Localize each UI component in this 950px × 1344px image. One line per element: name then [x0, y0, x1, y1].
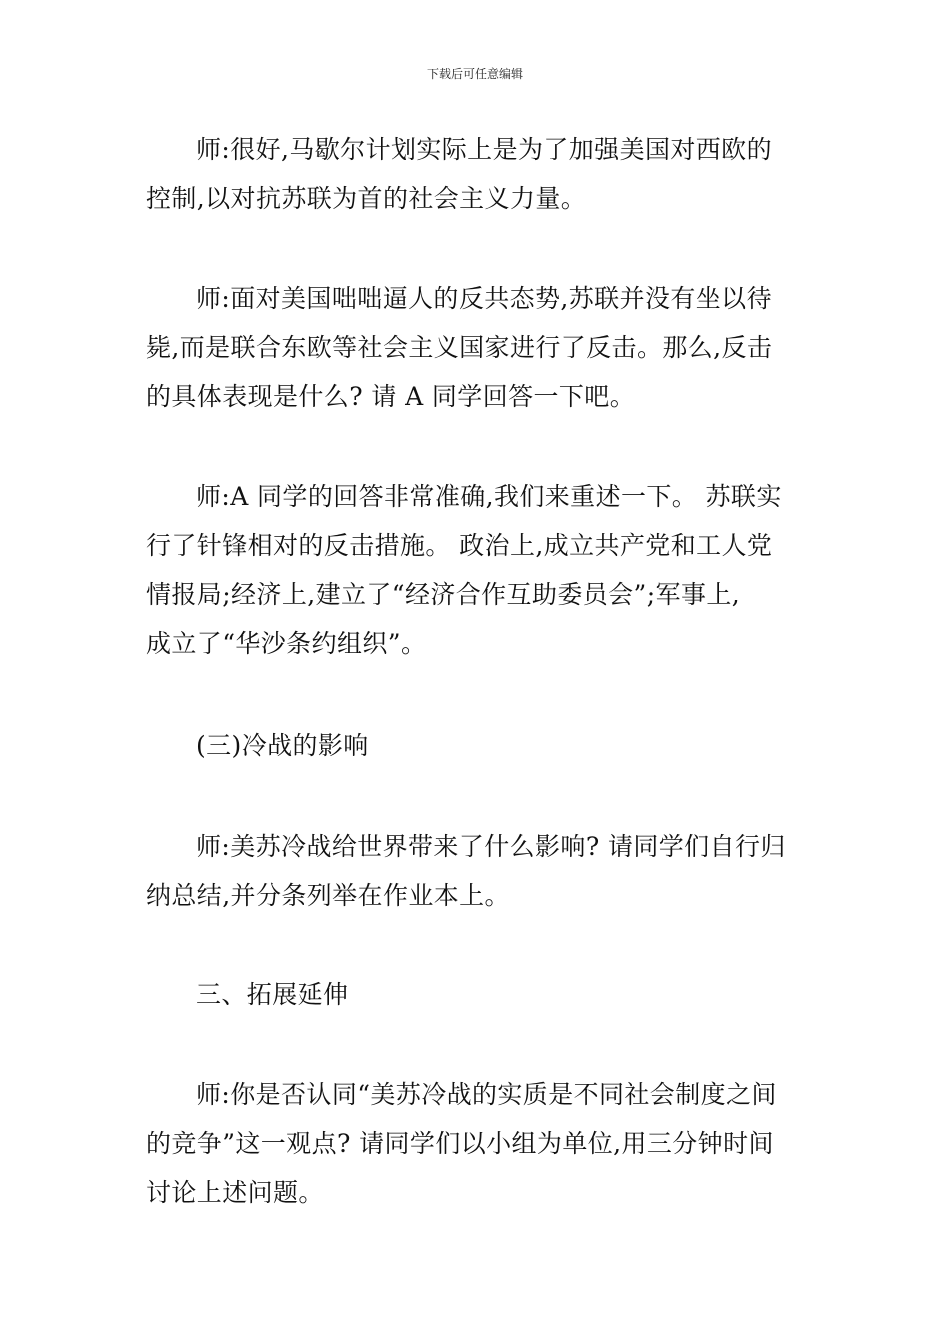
heading-text: (三)冷战的影响	[196, 731, 369, 760]
paragraph-5	[146, 822, 812, 920]
paragraph-3	[146, 472, 812, 668]
paragraph-line: 情报局;经济上,建立了“经济合作互助委员会”;军事上,	[146, 580, 741, 609]
paragraph-line: 控制,以对抗苏联为首的社会主义力量。	[146, 184, 587, 213]
paragraph-line: 成立了“华沙条约组织”。	[146, 629, 427, 658]
paragraph-line: 的具体表现是什么? 请 A 同学回答一下吧。	[146, 382, 636, 411]
section-heading-impact	[196, 721, 369, 770]
section-heading-extension	[196, 970, 348, 1019]
paragraph-2	[146, 274, 812, 421]
paragraph-line: 师:你是否认同“美苏冷战的实质是不同社会制度之间	[196, 1080, 777, 1109]
paragraph-1	[146, 125, 812, 223]
page-header: 下载后可任意编辑	[426, 67, 523, 81]
paragraph-line: 师:很好,马歇尔计划实际上是为了加强美国对西欧的	[196, 135, 772, 164]
paragraph-7	[146, 1070, 812, 1217]
heading-text: 三、拓展延伸	[196, 980, 349, 1009]
paragraph-line: 讨论上述问题。	[146, 1178, 324, 1207]
paragraph-line: 师:美苏冷战给世界带来了什么影响? 请同学们自行归	[196, 832, 786, 861]
paragraph-line: 师:面对美国咄咄逼人的反共态势,苏联并没有坐以待	[196, 284, 772, 313]
paragraph-line: 的竞争”这一观点? 请同学们以小组为单位,用三分钟时间	[146, 1129, 774, 1158]
paragraph-line: 毙,而是联合东欧等社会主义国家进行了反击。那么,反击	[146, 333, 773, 362]
paragraph-line: 纳总结,并分条列举在作业本上。	[146, 881, 510, 910]
paragraph-line: 师:A 同学的回答非常准确,我们来重述一下。 苏联实	[196, 482, 782, 511]
paragraph-line: 行了针锋相对的反击措施。 政治上,成立共产党和工人党	[146, 531, 773, 560]
